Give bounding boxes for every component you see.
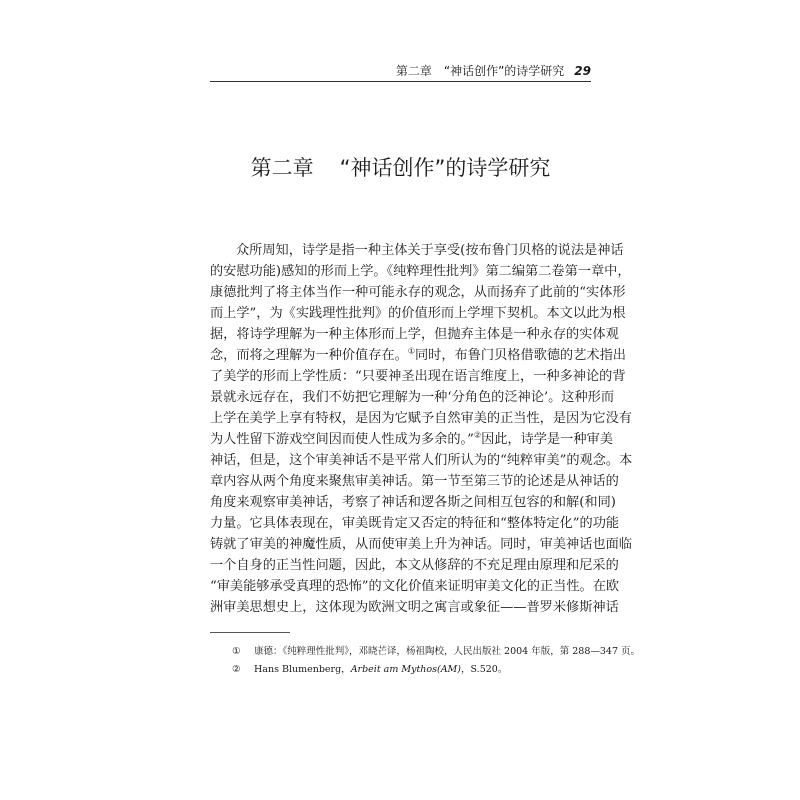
footnote-mark: ② <box>232 664 241 675</box>
body-line <box>210 345 626 366</box>
footnote-ref-1[interactable]: ① <box>407 346 415 356</box>
body-line: 神话，但是，这个审美神话不是平常人们所认为的“纯粹审美”的观念。本 <box>210 453 633 468</box>
chapter-name: “神话创作”的诗学研究 <box>339 156 551 180</box>
body-line: 力量。它具体表现在，审美既肯定又否定的特征和“整体特定化”的功能 <box>210 516 620 531</box>
running-header <box>210 62 591 80</box>
body-line: 景就永远存在，我们不妨把它理解为一种‘分角色的泛神论’。这种形而 <box>210 390 615 405</box>
body-line: 的安慰功能)感知的形而上学。《纯粹理性批判》第二编第二卷第一章中， <box>210 264 631 279</box>
body-line-tail: 因此，诗学是一种审美 <box>481 432 613 447</box>
footnote-text-post: ，S.520。 <box>461 664 508 675</box>
body-line: 而上学”，为《实践理性批判》的价值形而上学埋下契机。本文以此为根 <box>210 306 626 321</box>
body-line: 了美学的形而上学性质：“只要神圣出现在语言维度上，一种多神论的背 <box>210 369 626 384</box>
body-line: 上学在美学上享有特权，是因为它赋予自然审美的正当性，是因为它没有 <box>210 411 632 426</box>
body-line: 一个自身的正当性问题，因此，本文从修辞的不充足理由原理和尼采的 <box>210 558 619 573</box>
footnote-mark: ① <box>232 646 241 657</box>
footnote-rule <box>210 632 290 633</box>
body-text <box>210 240 633 618</box>
header-rule <box>210 81 591 82</box>
body-line-text: 为人性留下游戏空间因而使人性成为多余的。” <box>210 432 474 447</box>
body-line: 众所周知，诗学是指一种主体关于享受(按布鲁门贝格的说法是神话 <box>236 243 624 258</box>
page-number: 29 <box>574 64 591 78</box>
body-line-text: 念，而将之理解为一种价值存在。 <box>210 348 408 363</box>
chapter-title <box>210 150 591 186</box>
body-line: 角度来观察审美神话，考察了神话和逻各斯之间相互包容的和解(和同) <box>210 495 616 510</box>
body-line: “审美能够承受真理的恐怖”的文化价值来证明审美文化的正当性。在欧 <box>210 579 620 594</box>
footnote-book-title: Arbeit am Mythos(AM) <box>350 664 461 675</box>
body-line: 章内容从两个角度来聚焦审美神话。第一节至第三节的论述是从神话的 <box>210 474 619 489</box>
footnote-text: 康德：《纯粹理性批判》，邓晓芒译，杨祖陶校，人民出版社 2004 年版，第 288—347 页。 <box>254 646 641 657</box>
body-line: 康德批判了将主体当作一种可能永存的观念，从而扬弃了此前的“实体形 <box>210 285 626 300</box>
footnote-2 <box>232 661 602 679</box>
body-line-tail: 同时，布鲁门贝格借歌德的艺术指出 <box>414 348 626 363</box>
body-line: 据，将诗学理解为一种主体形而上学，但抛弃主体是一种永存的实体观 <box>210 327 619 342</box>
chapter-number: 第二章 <box>250 156 314 180</box>
body-line: 洲审美思想史上，这体现为欧洲文明之寓言或象征——普罗米修斯神话 <box>210 600 619 615</box>
footnotes <box>232 643 641 679</box>
body-line: 铸就了审美的神魔性质，从而使审美上升为神话。同时，审美神话也面临 <box>210 537 632 552</box>
body-line <box>210 429 613 450</box>
running-header-title: 第二章 “神话创作”的诗学研究 <box>395 64 565 78</box>
footnote-1 <box>232 643 641 661</box>
footnote-ref-2[interactable]: ② <box>473 430 482 440</box>
footnote-text-pre: Hans Blumenberg， <box>254 664 351 675</box>
